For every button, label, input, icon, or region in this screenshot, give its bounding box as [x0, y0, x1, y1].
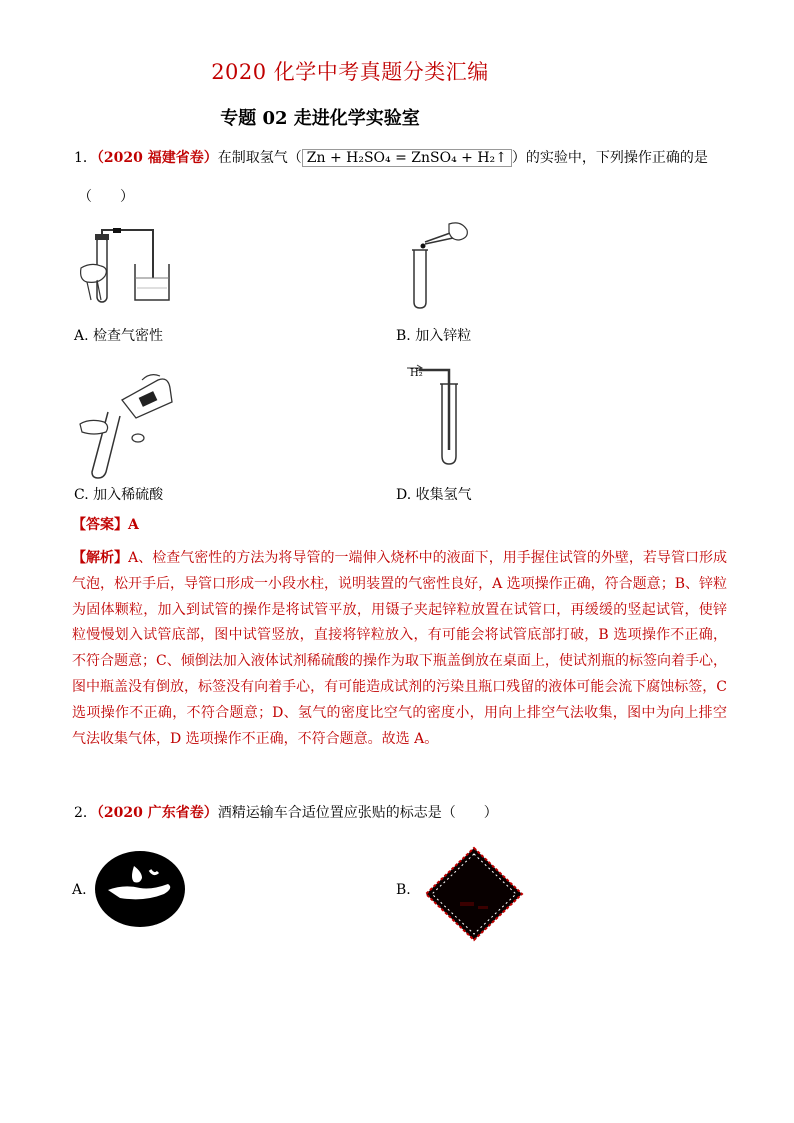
chemical-equation: Zn + H₂SO₄ = ZnSO₄ + H₂↑	[302, 149, 512, 167]
question-source: （2020 福建省卷）	[96, 150, 218, 166]
option-b-label: B. 加入锌粒	[396, 328, 472, 344]
stem-after: ）的实验中，下列操作正确的是	[511, 150, 708, 166]
option-a-label: A. 检查气密性	[74, 328, 164, 344]
answer: 【答案】A	[72, 517, 139, 533]
answer-blank: （ ）	[78, 189, 134, 205]
analysis-label: 【解析】	[72, 550, 129, 566]
question-number: 2．	[74, 805, 97, 821]
question-text: 酒精运输车合适位置应张贴的标志是（ ）	[217, 805, 498, 821]
document-title: 2020 化学中考真题分类汇编	[211, 60, 489, 84]
figure-c-pour-acid	[78, 372, 178, 480]
figure-b-add-zinc	[405, 220, 485, 310]
stem-before: 在制取氢气（	[217, 150, 302, 166]
question-2-stem	[74, 802, 498, 822]
question-1-stem	[74, 148, 708, 168]
option-c-label: C. 加入稀硫酸	[74, 487, 164, 503]
corrosive-sign-icon	[94, 850, 186, 928]
hydrogen-label: H₂	[410, 368, 423, 379]
q2-option-a-label: A.	[72, 882, 87, 898]
question-number: 1．	[74, 150, 97, 166]
question-source: （2020 广东省卷）	[96, 805, 218, 821]
section-subtitle: 专题 02 走进化学实验室	[220, 108, 420, 129]
figure-d-collect-hydrogen	[405, 364, 465, 468]
q2-option-b-label: B.	[396, 882, 411, 898]
diamond-hazard-sign-icon	[424, 846, 524, 942]
option-d-label: D. 收集氢气	[396, 487, 472, 503]
figure-a-airtightness-check	[75, 228, 185, 308]
analysis-paragraph	[72, 546, 727, 752]
analysis-body: A、检查气密性的方法为将导管的一端伸入烧杯中的液面下，用手握住试管的外壁，若导管口形成气泡，松开手后，导管口形成一小段水柱，说明装置的气密性良好，A 选项操作正确，符合题意；B、锌粒为固体颗粒，加入到试管的操作是将试管平放，用镊子夹起锌粒放置在试管口，再缓缓的竖起试管，使锌粒慢慢划入试管底部，图中试管竖放，直接将锌粒放入，有可能会将试管底部打破，B 选项操作不正确，不符合题意；C、倾倒法加入液体试剂稀硫酸的操作为取下瓶盖倒放在桌面上，使试剂瓶的标签向着手心，图中瓶盖没有倒放，标签没有向着手心，有可能造成试剂的污染且瓶口残留的液体可能会流下腐蚀标签，C 选项操作不正确，不符合题意；D、氢气的密度比空气的密度小，用向上排空气法收集，图中为向上排空气法收集气体，D 选项操作不正确，不符合题意。故选 A。	[72, 550, 727, 747]
